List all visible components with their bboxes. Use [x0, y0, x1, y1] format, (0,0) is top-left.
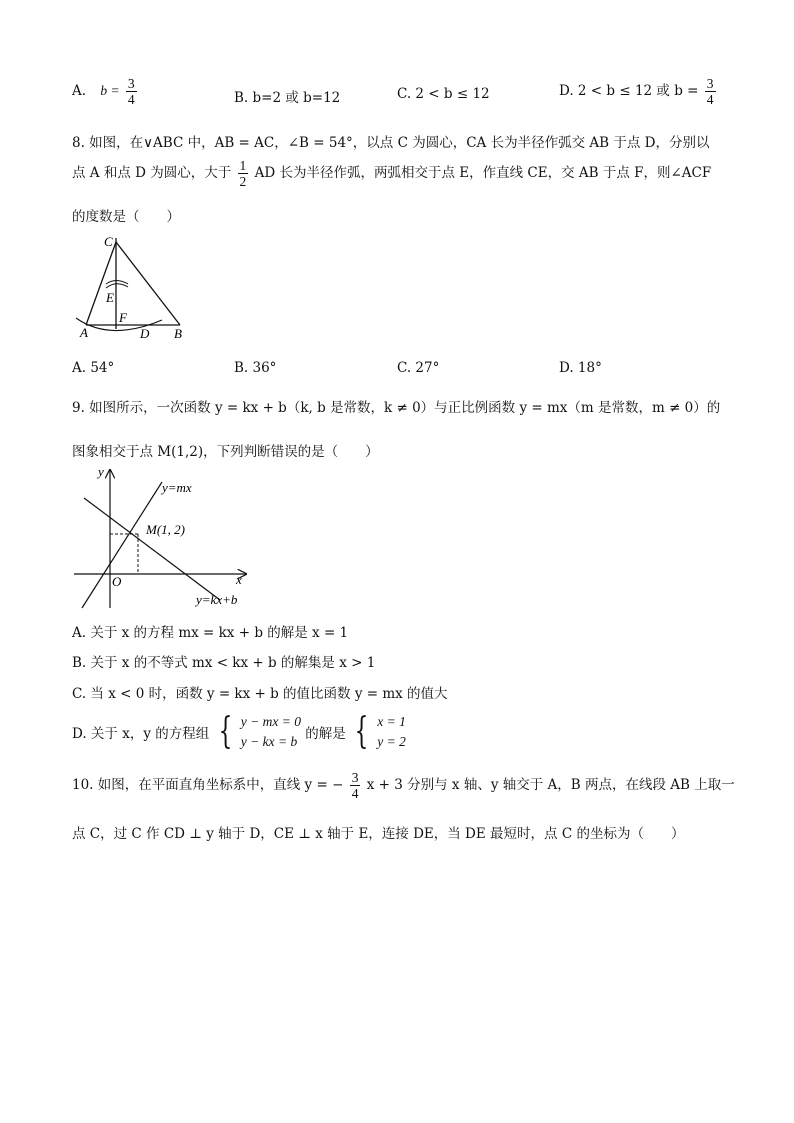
q9-label-x: x — [236, 572, 242, 587]
q7-option-c: C. 2 < b ≤ 12 — [397, 86, 490, 102]
q10-line-1: 10. 如图，在平面直角坐标系中，直线 y = − $\frac{3}{4}$ x + 3 分别与 x 轴、y 轴交于 A，B 两点，在线段 AB 上取一 — [72, 770, 735, 801]
q9-option-d-prefix: D. 关于 x，y 的方程组 — [72, 726, 210, 742]
q10-line-2: 点 C，过 C 作 CD ⊥ y 轴于 D，CE ⊥ x 轴于 E，连接 DE，当 DE 最短时，点 C 的坐标为（ ） — [72, 826, 685, 842]
q8-line-3: 的度数是（ ） — [72, 209, 180, 225]
q9-option-a: A. 关于 x 的方程 mx = kx + b 的解是 x = 1 — [72, 625, 349, 641]
q9-label-origin: O — [112, 574, 122, 589]
q10-fraction: $\frac{3}{4}$ — [351, 770, 359, 801]
q9-equation-system: y − mx = 0 y − kx = b — [240, 714, 301, 749]
q9-option-d — [72, 712, 406, 752]
q7-option-a-expr: b = — [100, 83, 120, 98]
q8-option-d: D. 18° — [559, 360, 602, 376]
q9-option-c: C. 当 x < 0 时，函数 y = kx + b 的值比函数 y = mx 的值大 — [72, 686, 448, 702]
q8-label-a: A — [80, 325, 88, 340]
q8-label-d: D — [140, 326, 150, 341]
q9-function-graph — [70, 462, 260, 614]
q8-line-1: 8. 如图，在∨ABC 中，AB = AC，∠B = 54°，以点 C 为圆心，CA 长为半径作弧交 AB 于点 D，分别以 — [72, 135, 710, 151]
q9-option-b: B. 关于 x 的不等式 mx < kx + b 的解集是 x > 1 — [72, 655, 376, 671]
q8-label-e: E — [106, 290, 114, 305]
q7-option-a-fraction: $\frac{3}{4}$ — [127, 76, 135, 107]
q8-triangle-figure — [70, 232, 200, 344]
q9-solution-system: x = 1 y = 2 — [377, 714, 406, 749]
q9-option-d-mid: 的解是 — [305, 726, 346, 742]
q8-option-a: A. 54° — [72, 360, 115, 376]
q8-line-2: 点 A 和点 D 为圆心，大于 $\frac{1}{2}$ AD 长为半径作弧，两弧相交于点 E，作直线 CE，交 AB 于点 F，则∠ACF — [72, 158, 712, 189]
q9-line-kx-b — [84, 498, 220, 600]
q7-option-a — [72, 76, 139, 107]
q9-label-y-kx-b: y=kx+b — [196, 592, 238, 607]
q8-label-c: C — [104, 234, 113, 249]
q9-label-y: y — [98, 464, 104, 479]
q7-option-d-fraction: $\frac{3}{4}$ — [706, 76, 714, 107]
q9-solution-brace: { — [354, 711, 369, 752]
q8-half-fraction: $\frac{1}{2}$ — [239, 158, 247, 189]
q9-system-brace-left: { — [218, 711, 232, 752]
q7-option-b: B. b=2 或 b=12 — [234, 90, 341, 106]
q9-label-y-mx: y=mx — [162, 480, 192, 495]
q8-label-f: F — [119, 310, 127, 325]
q7-option-a-label: A. — [72, 83, 87, 99]
q9-line-2: 图象相交于点 M(1,2)，下列判断错误的是（ ） — [72, 444, 379, 460]
q7-option-d-expr: D. 2 < b ≤ 12 或 b = — [559, 83, 699, 99]
q9-label-point-m: M(1, 2) — [146, 522, 185, 537]
q9-line-mx — [82, 482, 162, 608]
q7-option-d — [559, 76, 718, 107]
q8-option-c: C. 27° — [397, 360, 440, 376]
q9-line-1: 9. 如图所示，一次函数 y = kx + b（k, b 是常数，k ≠ 0）与正比例函数 y = mx（m 是常数，m ≠ 0）的 — [72, 400, 721, 416]
q8-option-b: B. 36° — [234, 360, 277, 376]
q8-label-b: B — [174, 326, 182, 341]
